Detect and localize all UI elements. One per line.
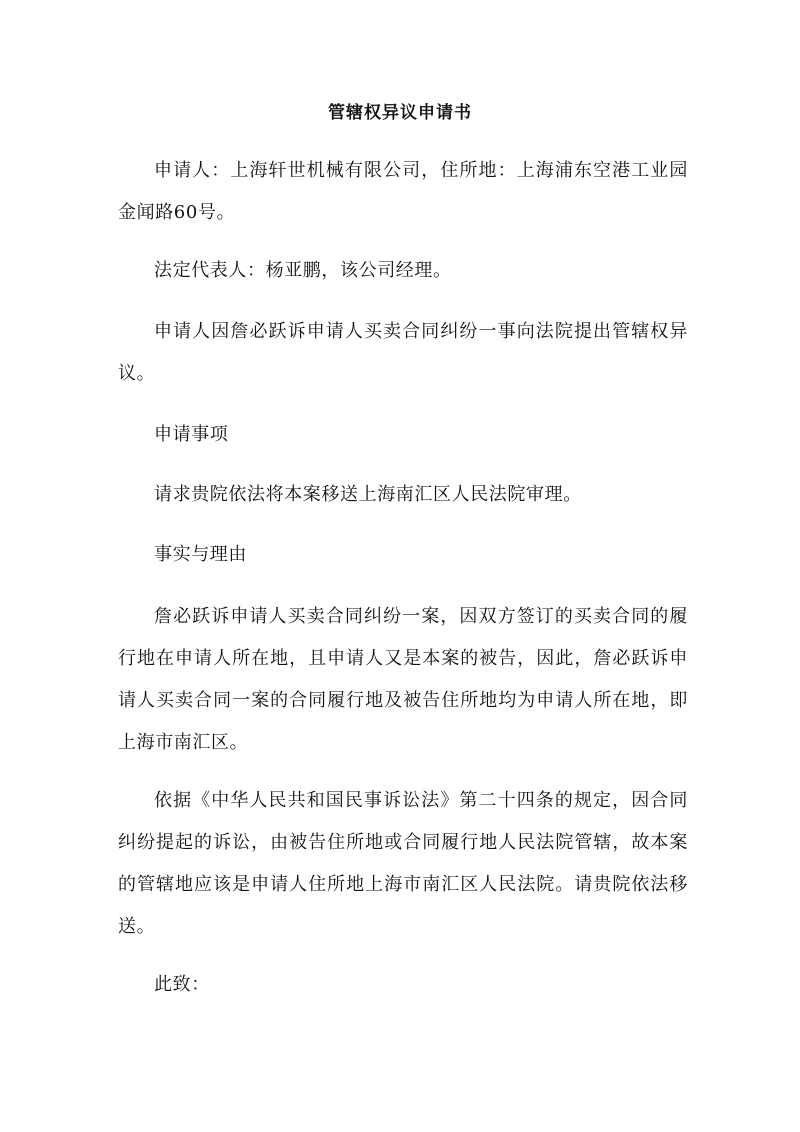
document-title: 管辖权异议申请书 [328, 103, 472, 123]
paragraph-legal-basis: 依据《中华人民共和国民事诉讼法》第二十四条的规定，因合同纠纷提起的诉讼，由被告住所地或合同履行地人民法院管辖，故本案的管辖地应该是申请人住所地上海市南汇区人民法院。请贵院依法移送。 [118, 790, 688, 937]
paragraph-facts: 詹必跃诉申请人买卖合同纠纷一案，因双方签订的买卖合同的履行地在申请人所在地，且申请人又是本案的被告，因此，詹必跃诉申请人买卖合同一案的合同履行地及被告住所地均为申请人所在地，即上海市南汇区。 [118, 606, 688, 753]
paragraph-legal-representative: 法定代表人：杨亚鹏，该公司经理。 [154, 260, 452, 281]
paragraph-closing: 此致： [154, 974, 210, 995]
heading-request-items: 申请事项 [154, 424, 229, 445]
paragraph-request: 请求贵院依法将本案移送上海南汇区人民法院审理。 [154, 484, 582, 505]
paragraph-objection-intro: 申请人因詹必跃诉申请人买卖合同纠纷一事向法院提出管辖权异议。 [118, 321, 688, 384]
paragraph-applicant: 申请人：上海轩世机械有限公司，住所地：上海浦东空港工业园金闻路60号。 [118, 160, 688, 223]
heading-facts-and-reasons: 事实与理由 [154, 544, 247, 565]
